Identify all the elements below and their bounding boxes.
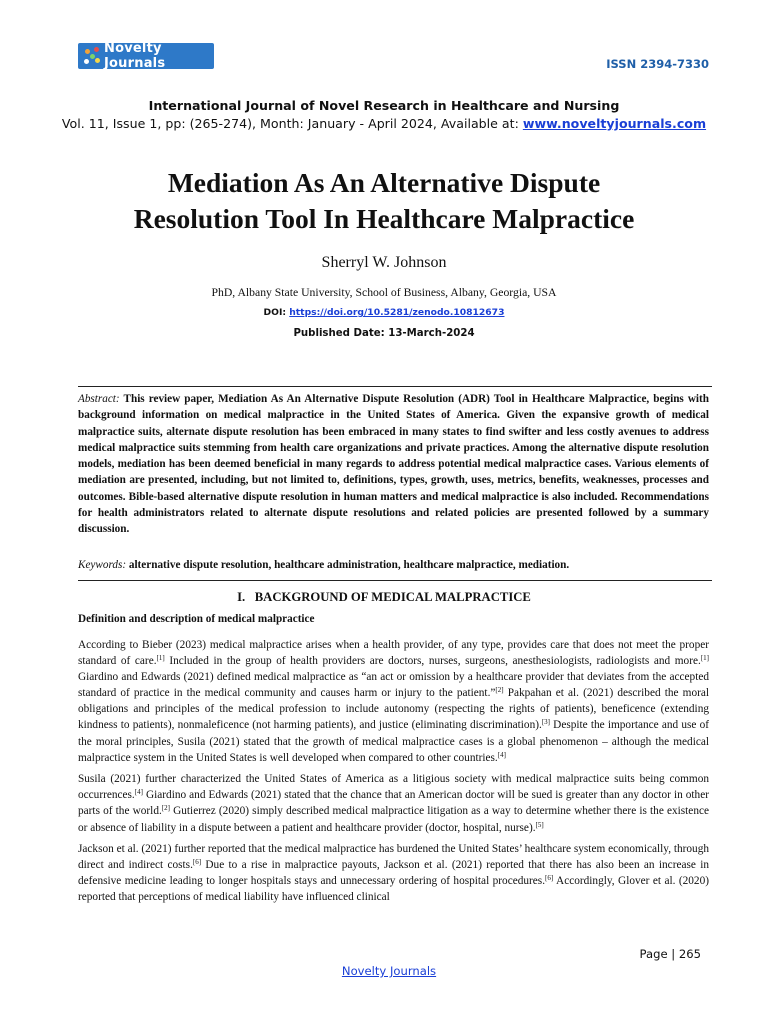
paper-title-line-1: Mediation As An Alternative Dispute bbox=[167, 167, 601, 198]
author-name: Sherryl W. Johnson bbox=[321, 254, 447, 271]
doi-link[interactable]: https://doi.org/10.5281/zenodo.10812673 bbox=[289, 307, 505, 318]
doi-label: DOI: bbox=[263, 307, 290, 318]
author-affiliation: PhD, Albany State University, School of Business, Albany, Georgia, USA bbox=[211, 286, 557, 299]
footer-brand-link[interactable]: Novelty Journals bbox=[341, 964, 437, 978]
abstract-text: This review paper, Mediation As An Alternative Dispute Resolution (ADR) Tool in Healthcare Malpractice, begins with background information on medical malpractice in the United States of America. Given the expansive growth of medical malpractice suits, alternate dispute resolution has been embraced in many states to find swifter and less costly avenues to address medical malpractice suits stemming from health care organizations and private practices. Among the alternative dispute resolution models, mediation has been deemed beneficial in many regards to address potential medical malpractice cases. Various elements of mediation are presented, including, but not limited to, definitions, types, growth, uses, metrics, benefits, weaknesses, processes and outcomes. Bible-based alternative dispute resolution in human matters and medical malpractice is also included. Recommendations for health administrators related to alternate dispute resolutions and related policies are presented followed by a summary discussion. bbox=[78, 393, 709, 536]
paper-title bbox=[0, 165, 768, 237]
subsection-heading: Definition and description of medical malpractice bbox=[78, 613, 315, 625]
paragraph-2: Susila (2021) further characterized the United States of America as a litigious society with medical malpractice suits being common occurrences.[4] Giardino and Edwards (2021) stated that the chance that an American doctor will be sued is greater than any doctor in other parts of the world.[2] Gutierrez (2020) simply described medical malpractice litigation as a way to determine whether there is the existence or absence of liability in a dispute between a patient and healthcare provider (doctor, hospital, nurse).[5] bbox=[78, 773, 710, 834]
journal-title: International Journal of Novel Research in Healthcare and Nursing bbox=[148, 98, 620, 113]
paragraph-3: Jackson et al. (2021) further reported that the medical malpractice has burdened the United States’ healthcare system economically, through direct and indirect costs.[6] Due to a rise in malpractice payouts, Jackson et al. (2021) reported that there has also been an increase in defensive medicine leading to longer hospitals stays and unnecessary ordering of hospital procedures.[6] Accordingly, Glover et al. (2020) reported that perceptions of medical liability have influenced clinical bbox=[78, 843, 709, 904]
footer bbox=[0, 964, 768, 978]
keywords-text: alternative dispute resolution, healthcare administration, healthcare malpractice, mediation. bbox=[128, 559, 570, 571]
abstract-top-rule bbox=[78, 386, 712, 387]
abstract-bottom-rule bbox=[78, 580, 712, 581]
page-number: Page | 265 bbox=[639, 947, 701, 961]
logo-molecule-icon bbox=[84, 47, 100, 65]
doi bbox=[0, 307, 768, 318]
published-date: Published Date: 13-March-2024 bbox=[293, 328, 475, 339]
body-text bbox=[78, 637, 709, 911]
paragraph-1: According to Bieber (2023) medical malpractice arises when a health provider, of any type, provides care that does not meet the proper standard of care.[1] Included in the group of health providers are doctors, nurses, surgeons, anesthesiologists, radiologists and more.[1] Giardino and Edwards (2021) defined medical malpractice as “an act or omission by a healthcare provider that deviates from the accepted standard of practice in the medical community and causes harm or injury to the patient.”[2] Pakpahan et al. (2021) described the moral obligations and principles of the medical profession to include autonomy (respecting the rights of patients), beneficence (extending kindness to patients), nonmaleficence (not harming patients), and justice (eliminating discrimination).[3] Despite the importance and use of the moral principles, Susila (2021) stated that the growth of medical malpractice cases is a global phenomenon – although the medical malpractice system in the United States is well developed when compared to other countries.[4] bbox=[78, 639, 710, 764]
journal-volume-info: Vol. 11, Issue 1, pp: (265-274), Month: January - April 2024, Available at: bbox=[61, 116, 523, 131]
publisher-logo[interactable] bbox=[78, 43, 214, 69]
keywords-label: Keywords: bbox=[78, 559, 127, 571]
section-heading: I. BACKGROUND OF MEDICAL MALPRACTICE bbox=[237, 590, 531, 604]
abstract-label: Abstract: bbox=[78, 393, 120, 405]
journal-info bbox=[0, 116, 768, 131]
keywords bbox=[78, 559, 709, 571]
journal-website-link[interactable]: www.noveltyjournals.com bbox=[522, 116, 707, 131]
issn: ISSN 2394-7330 bbox=[606, 57, 709, 71]
paper-title-line-2: Resolution Tool In Healthcare Malpractice bbox=[133, 203, 635, 234]
abstract bbox=[78, 391, 709, 538]
logo-text: Novelty Journals bbox=[104, 41, 166, 71]
